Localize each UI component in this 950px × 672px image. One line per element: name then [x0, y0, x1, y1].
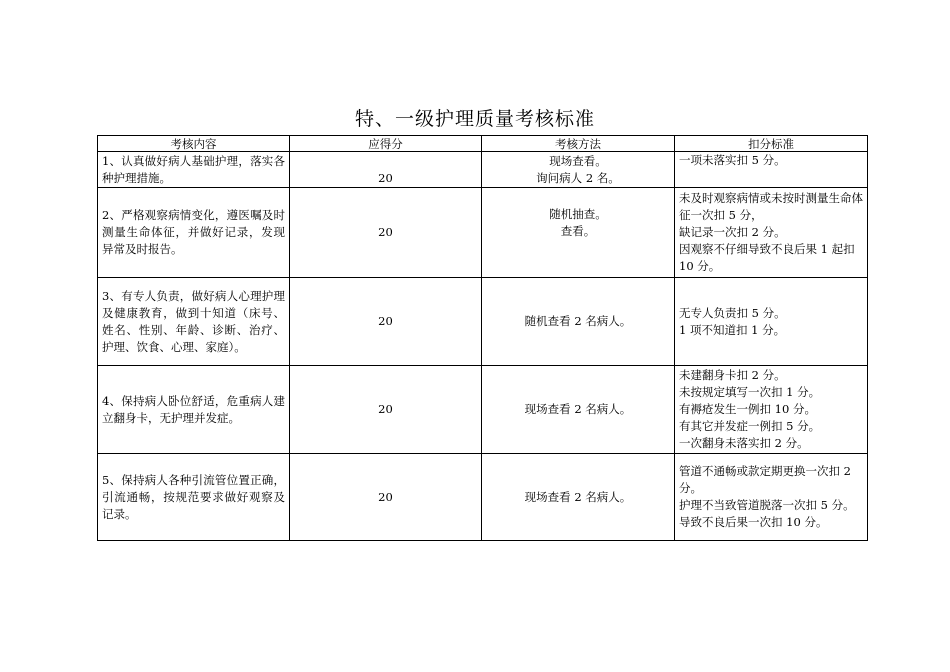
row-content: 3、有专人负责，做好病人心理护理及健康教育，做到十知道（床号、姓名、性别、年龄、诊断、治疗、护理、饮食、心理、家庭）。 — [98, 278, 290, 366]
row-method — [482, 278, 675, 366]
header-method: 考核方法 — [482, 136, 675, 152]
row-score: 20 — [290, 188, 482, 278]
row-content: 2、严格观察病情变化，遵医嘱及时测量生命体征，并做好记录，发现异常及时报告。 — [98, 188, 290, 278]
deduct-line: 一项未落实扣 5 分。 — [679, 153, 786, 167]
method-line: 现场查看 2 名病人。 — [524, 489, 632, 504]
deduct-line: 未及时观察病情或未按时测量生命体征一次扣 5 分， — [679, 191, 863, 222]
row-method — [482, 152, 675, 188]
row-content: 4、保持病人卧位舒适，危重病人建立翻身卡，无护理并发症。 — [98, 366, 290, 454]
row-method — [482, 188, 675, 278]
header-score: 应得分 — [290, 136, 482, 152]
table-row — [98, 152, 868, 188]
table-row — [98, 366, 868, 454]
row-method — [482, 366, 675, 454]
deduct-line: 未建翻身卡扣 2 分。 — [679, 368, 786, 382]
deduct-line: 无专人负责扣 5 分。 — [679, 305, 786, 320]
table-row — [98, 188, 868, 278]
method-line: 现场查看 2 名病人。 — [524, 402, 632, 416]
deduct-line: 有其它并发症一例扣 5 分。 — [679, 419, 821, 433]
table-row — [98, 454, 868, 541]
table-row — [98, 278, 868, 366]
row-score: 20 — [290, 454, 482, 541]
deduct-line: 有褥疮发生一例扣 10 分。 — [679, 402, 816, 416]
row-method — [482, 454, 675, 541]
deduct-line: 缺记录一次扣 2 分。 — [679, 225, 786, 239]
header-deduct: 扣分标准 — [675, 136, 868, 152]
deduct-line: 护理不当致管道脱落一次扣 5 分。 — [679, 498, 855, 512]
row-deduct — [675, 188, 868, 278]
deduct-line: 管道不通畅或款定期更换一次扣 2 分。 — [679, 464, 851, 495]
table-header-row — [98, 136, 868, 152]
deduct-line: 1 项不知道扣 1 分。 — [679, 322, 786, 337]
header-content: 考核内容 — [98, 136, 290, 152]
deduct-line: 因观察不仔细导致不良后果 1 起扣 10 分。 — [679, 242, 855, 273]
deduct-line: 未按规定填写一次扣 1 分。 — [679, 385, 821, 399]
deduct-line: 一次翻身未落实扣 2 分。 — [679, 436, 809, 450]
row-score: 20 — [290, 366, 482, 454]
row-score: 20 — [290, 278, 482, 366]
row-deduct — [675, 454, 868, 541]
deduct-line: 导致不良后果一次扣 10 分。 — [679, 515, 828, 529]
page-title: 特、一级护理质量考核标准 — [354, 108, 595, 130]
method-line: 现场查看。 — [549, 153, 607, 168]
assessment-table — [97, 135, 868, 541]
row-deduct — [675, 278, 868, 366]
row-deduct — [675, 152, 868, 188]
row-content: 1、认真做好病人基础护理，落实各种护理措施。 — [98, 152, 290, 188]
method-line: 查看。 — [560, 224, 596, 238]
method-line: 随机查看 2 名病人。 — [524, 314, 632, 328]
method-line: 随机抽查。 — [549, 207, 607, 221]
row-deduct — [675, 366, 868, 454]
row-score: 20 — [290, 152, 482, 188]
method-line: 询问病人 2 名。 — [536, 170, 620, 185]
row-content: 5、保持病人各种引流管位置正确，引流通畅，按规范要求做好观察及记录。 — [98, 454, 290, 541]
